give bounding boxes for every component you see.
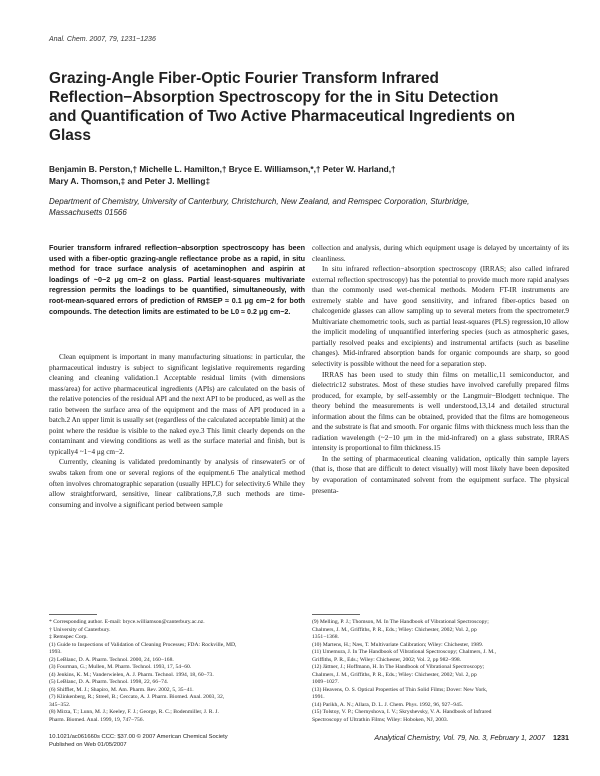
reference: (1) Guide to Inspections of Validation of Cleaning Processes; FDA: Rockville, MD, (49, 641, 237, 648)
paragraph: Currently, cleaning is validated predominantly by analysis of rinsewater5 or of swabs taken from one or several regions of the equipment.6 The analytical method often involves chromatographic separation (usually HPLC) for selectivity.6 While they allow straightforward, sensitive, linear calibrations,7,8 such methods are time-consuming and involve a significant period between sample (49, 458, 305, 509)
reference: (11) Umemura, J. In The Handbook of Vibrational Spectroscopy; Chalmers, J. M., (312, 649, 496, 655)
right-column-body (312, 243, 569, 496)
article-title: Grazing-Angle Fiber-Optic Fourier Transform Infrared Reflection−Absorption Spectroscopy for the in Situ Detection and Quantification of Two Active Pharmaceutical Ingredients on Glass (49, 70, 516, 144)
journal-citation: Anal. Chem. 2007, 79, 1231−1236 (49, 36, 156, 43)
right-footnotes (312, 619, 569, 724)
reference: (10) Martens, H.; Næs, T. Multivariate Calibration; Wiley: Chichester, 1989. (312, 641, 484, 648)
paragraph: collection and analysis, during which equipment usage is delayed by uncertainty of its cleanliness. (312, 244, 569, 263)
footnote: * Corresponding author. E-mail: bryce.williamson@canterbury.ac.nz. (49, 619, 205, 625)
footnote: ‡ Remspec Corp. (49, 634, 88, 640)
page-number: 1231 (553, 733, 569, 742)
reference: Chalmers, J. M., Griffiths, P. R., Eds.; Wiley: Chichester, 2002; Vol. 2, pp (312, 626, 477, 633)
author-line: Mary A. Thomson,‡ and Peter J. Melling‡ (49, 176, 211, 186)
author-list (49, 163, 519, 187)
reference: (15) Tolstoy, V. P.; Chernyshova, I. V.; Skryshevsky, V. A. Handbook of Infrared (312, 709, 492, 715)
paragraph: Clean equipment is important in many manufacturing situations: in particular, the pharmaceutical industry is subject to significant legislative requirements regarding cleaning and cleaning validation.1 Acceptable residual limits (with dimensions mass/area) for active pharmaceutical ingredients (APIs) are calculated on the basis of the relative potencies of the residual API and the next API to be produced, as well as the ratio between the surface area of the equipment and the mass of API produced in a batch.2 An upper limit is usually set (regardless of the calculated acceptable limit) at the point where the residue is visible to the naked eye.3 This limit clearly depends on the contaminant and viewing conditions as well as the surface material and finish, but is typically4 ~1−4 μg cm−2. (49, 353, 305, 456)
reference: (6) Shifflet, M. J.; Shapiro, M. Am. Pharm. Rev. 2002, 5, 35−41. (49, 686, 194, 693)
publication-date: Published on Web 01/05/2007 (49, 742, 127, 748)
reference: (5) LeBlanc, D. A. Pharm. Technol. 1998, 22, 66−74. (49, 679, 169, 685)
reference: (4) Jenkins, K. M.; Vanderwielen, A. J. Pharm. Technol. 1994, 18, 60−73. (49, 671, 214, 678)
reference: Griffiths, P. R., Eds.; Wiley: Chichester, 2002; Vol. 2, pp 982−998. (312, 656, 462, 663)
footnote-divider (49, 614, 97, 615)
paragraph: IRRAS has been used to study thin films on metallic,11 semiconductor, and dielectric12 substrates. Most of these studies have involved carefully prepared films produced, for example, by self-assembly or the Langmuir−Blodgett technique. The theory behind the measurements is well understood,13,14 and detailed structural information about the films can be obtained, provided that the films are homogeneous and the substrate is flat and smooth. For organic films with thickness much less than the radiation wavelength (~2−10 μm in the mid-infrared) on a glass substrate, IRRAS intensity is proportional to film thickness.15 (312, 370, 569, 453)
reference: 1991. (312, 694, 325, 700)
paragraph: In the setting of pharmaceutical cleaning validation, optically thin sample layers (that is, those that are difficult to detect visually) will most likely have been deposited by evaporation of contaminated solvent from the equipment surface. The physical presenta- (312, 454, 569, 495)
reference: (3) Fourman, G.; Mullen, M. Pharm. Technol. 1993, 17, 54−60. (49, 664, 192, 670)
reference: (2) LeBlanc, D. A. Pharm. Technol. 2000, 24, 160−168. (49, 656, 174, 663)
footnote: † University of Canterbury. (49, 626, 111, 633)
reference: (12) Jättner, J.; Hoffmann, H. In The Handbook of Vibrational Spectroscopy; (312, 664, 485, 670)
doi-line: 10.1021/ac061660s CCC: $37.00 © 2007 American Chemical Society (49, 734, 228, 740)
page-footer-journal (374, 733, 569, 742)
reference: (14) Parikh, A. N.; Allara, D. L. J. Chem. Phys. 1992, 96, 927−945. (312, 701, 464, 708)
journal-issue: Analytical Chemistry, Vol. 79, No. 3, February 1, 2007 (374, 733, 545, 742)
left-footnotes (49, 619, 305, 724)
reference: 1351−1368. (312, 634, 339, 640)
left-column-body (49, 352, 305, 510)
reference: 345−352. (49, 701, 71, 708)
abstract: Fourier transform infrared reflection−absorption spectroscopy has been used with a fiber-optic grazing-angle reflectance probe as a rapid, in situ method for trace surface analysis of acetaminophen and aspirin at loadings of ~0−2 μg cm−2 on glass. Partial least-squares multivariate regression permits the loadings to be quantified, simultaneously, with root-mean-squared errors of prediction of RMSEP ≈ 0.1 μg cm−2 for both compounds. The detection limits are estimated to be L0 ≈ 0.2 μg cm−2. (49, 243, 305, 316)
reference: 1009−1027. (312, 679, 339, 685)
reference: Pharm. Biomed. Anal. 1999, 19, 747−756. (49, 716, 144, 723)
reference: Spectroscopy of Ultrathin Films; Wiley: Hoboken, NJ, 2003. (312, 716, 449, 723)
page-footer-doi (49, 733, 228, 749)
reference: (8) Mirza, T.; Lunn, M. J.; Keeley, F. J.; George, R. C.; Bodenmiller, J. R. J. (49, 709, 219, 715)
reference: (9) Melling, P. J.; Thomson, M. In The Handbook of Vibrational Spectroscopy; (312, 619, 489, 625)
reference: (7) Klinkenberg, R.; Streel, B.; Ceccato, A. J. Pharm. Biomed. Anal. 2003, 32, (49, 694, 225, 700)
reference: Chalmers, J. M., Griffiths, P. R., Eds.; Wiley: Chichester, 2002; Vol. 2, pp (312, 671, 477, 678)
footnote-divider (312, 614, 360, 615)
reference: 1993. (49, 649, 62, 655)
author-line: Benjamin B. Perston,† Michelle L. Hamilton,† Bryce E. Williamson,*,† Peter W. Harland,† (49, 164, 396, 174)
paragraph: In situ infrared reflection−absorption spectroscopy (IRRAS; also called infrared external reflection spectroscopy) has the potential to provide much more rapid analyses than the commonly used wet-chemical methods. Modern FT-IR instruments are extremely stable and have good sensitivity, and infrared fiber-optics based on chalcogenide glasses can allow sampling up to several meters from the spectrometer.9 Multivariate chemometric tools, such as partial least-squares (PLS) regression,10 allow the implicit modeling of unquantified interfering species (such as atmospheric gases, partially resolved peaks and excipients) and instrumental artifacts (such as baseline changes). Mid-infrared absorption bands for organic compounds are sharp, so good selectivity is possible without the need for a separation step. (312, 265, 569, 369)
reference: (13) Heavens, O. S. Optical Properties of Thin Solid Films; Dover: New York, (312, 686, 488, 693)
affiliation: Department of Chemistry, University of Canterbury, Christchurch, New Zealand, and Remspec Corporation, Sturbridge, Massachusetts 01566 (49, 197, 470, 217)
